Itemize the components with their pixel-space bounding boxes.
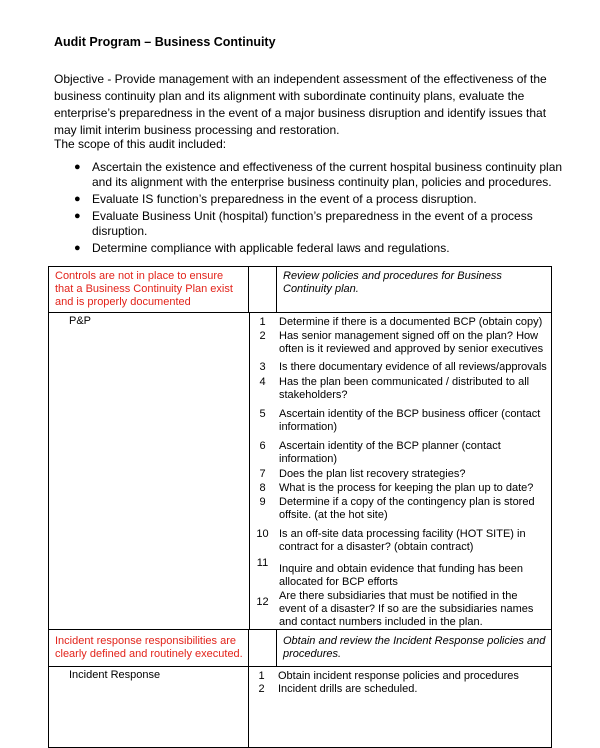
control-cell	[49, 267, 249, 313]
step-item	[250, 528, 551, 554]
steps-list	[249, 313, 551, 629]
step-text: Obtain incident response policies and procedures	[278, 670, 519, 682]
table-row	[49, 313, 552, 630]
step-number: 1	[259, 316, 266, 328]
step-text: Does the plan list recovery strategies?	[279, 468, 466, 480]
step-number: 7	[259, 468, 266, 480]
steps-list	[249, 667, 551, 696]
steps-block	[49, 313, 552, 630]
scope-item	[54, 241, 564, 256]
step-number: 2	[258, 683, 265, 695]
step-text: Ascertain identity of the BCP planner (contact information)	[279, 440, 501, 465]
table-row	[49, 267, 552, 313]
step-number: 6	[259, 440, 266, 452]
objective-paragraph: Objective - Provide management with an independent assessment of the effectiveness of the business continuity plan and its alignment with subordinate continuity plans, evaluate the enterprise’s preparedness in the event of a major business disruption and identify issues that may limit interim business processing and restoration.	[54, 72, 547, 137]
scope-item-text: Determine compliance with applicable federal laws and regulations.	[92, 241, 450, 255]
requirement-text: Obtain and review the Incident Response policies and procedures.	[283, 635, 546, 660]
step-text: What is the process for keeping the plan up to date?	[279, 482, 534, 494]
area-cell	[49, 667, 249, 748]
requirement-text: Review policies and procedures for Business Continuity plan.	[283, 270, 502, 295]
bullet-icon: ●	[74, 193, 81, 205]
control-text: Incident response responsibilities are clearly defined and routinely executed.	[55, 635, 243, 660]
step-item	[250, 316, 551, 329]
area-label: Incident Response	[69, 669, 161, 681]
bullet-icon: ●	[74, 161, 81, 173]
step-text: Ascertain identity of the BCP business officer (contact information)	[279, 408, 541, 433]
step-text: Incident drills are scheduled.	[278, 683, 418, 695]
step-item	[250, 440, 551, 466]
scope-item	[54, 192, 564, 207]
step-text: Has senior management signed off on the plan? How often is it reviewed and approved by senior executives	[279, 330, 544, 355]
step-item	[250, 361, 551, 374]
step-text: Are there subsidiaries that must be notified in the event of a disaster? If so are the subsidiaries names and contact numbers included in the plan.	[279, 590, 534, 628]
area-cell	[49, 313, 249, 629]
step-text: Has the plan been communicated / distributed to all stakeholders?	[279, 376, 530, 401]
bullet-icon: ●	[74, 242, 81, 254]
step-text: Is an off-site data processing facility (HOT SITE) in contract for a disaster? (obtain contract)	[279, 528, 526, 553]
table-row	[49, 667, 552, 748]
step-text: Inquire and obtain evidence that funding has been allocated for BCP efforts	[279, 563, 524, 588]
step-number: 5	[259, 408, 266, 420]
scope-item-text: Evaluate IS function’s preparedness in the event of a process disruption.	[92, 192, 477, 206]
step-item	[250, 557, 551, 589]
requirement-cell	[277, 630, 552, 667]
bullet-icon: ●	[74, 210, 81, 222]
control-cell	[49, 630, 249, 667]
step-number: 2	[259, 330, 266, 342]
number-cell	[249, 267, 277, 313]
number-cell	[249, 630, 277, 667]
step-item	[249, 683, 551, 696]
scope-item-text: Evaluate Business Unit (hospital) function’s preparedness in the event of a process disruption.	[92, 209, 533, 238]
step-number: 11	[256, 557, 269, 569]
step-number: 12	[256, 596, 269, 608]
step-number: 9	[259, 496, 266, 508]
step-item	[250, 468, 551, 481]
scope-item	[54, 160, 564, 190]
control-text: Controls are not in place to ensure that a Business Continuity Plan exist and is properly documented	[55, 270, 233, 308]
step-item	[250, 590, 551, 629]
requirement-cell	[277, 267, 552, 313]
step-number: 10	[256, 528, 269, 540]
step-number: 8	[259, 482, 266, 494]
scope-item	[54, 209, 564, 239]
scope-list	[54, 160, 564, 258]
step-text: Determine if a copy of the contingency plan is stored offsite. (at the hot site)	[279, 496, 535, 521]
area-label: P&P	[69, 315, 92, 327]
document-title: Audit Program – Business Continuity	[54, 35, 276, 49]
scope-intro: The scope of this audit included:	[54, 137, 227, 151]
table-row	[49, 630, 552, 667]
step-number: 4	[259, 376, 266, 388]
step-text: Determine if there is a documented BCP (obtain copy)	[279, 316, 543, 328]
scope-item-text: Ascertain the existence and effectiveness of the current hospital business continuity plan and its alignment with the enterprise business continuity plan, policies and procedures.	[92, 160, 563, 189]
step-item	[250, 496, 551, 522]
step-item	[250, 330, 551, 356]
step-item	[250, 376, 551, 402]
step-item	[249, 670, 551, 683]
step-number: 3	[259, 361, 266, 373]
step-item	[250, 482, 551, 495]
steps-cell	[249, 667, 552, 748]
step-text: Is there documentary evidence of all reviews/approvals	[279, 361, 547, 373]
audit-table	[48, 266, 552, 748]
step-item	[250, 408, 551, 434]
step-number: 1	[258, 670, 265, 682]
